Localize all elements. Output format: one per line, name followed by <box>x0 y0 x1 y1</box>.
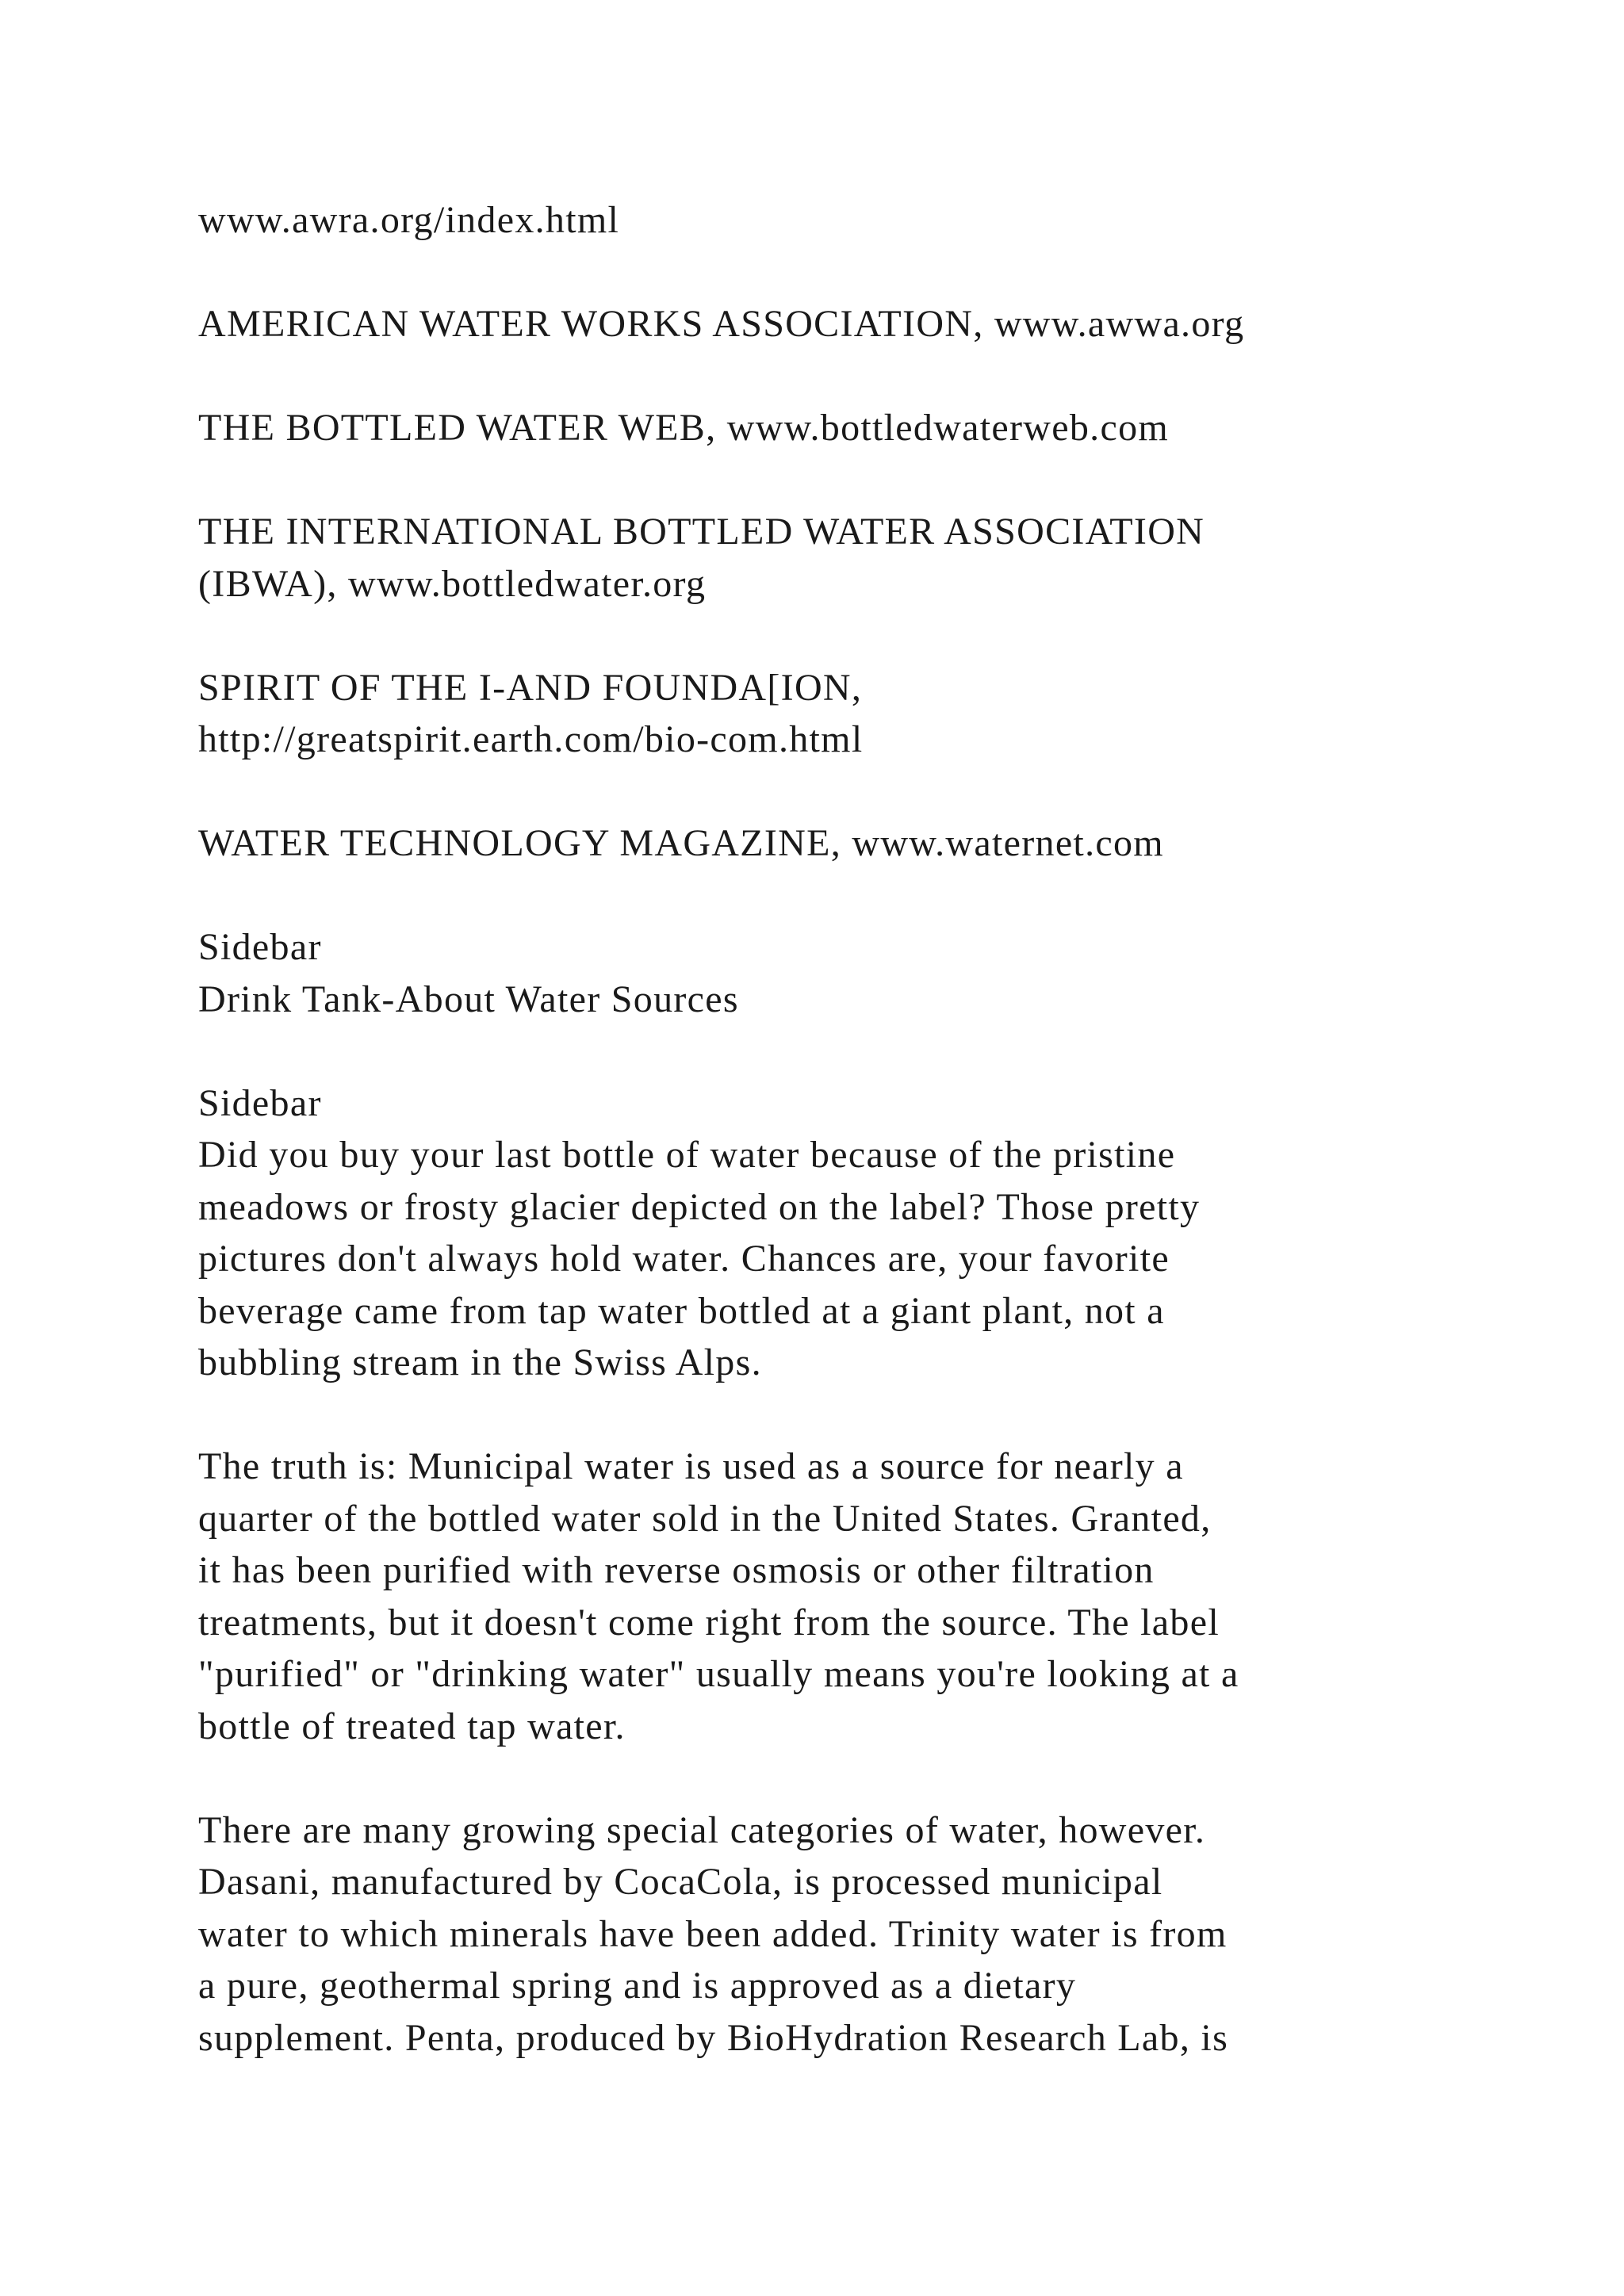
paragraph-line: treatments, but it doesn't come right from the source. The label <box>198 1601 1220 1644</box>
reference-entry <box>198 662 1499 766</box>
body-paragraph <box>198 1804 1499 2064</box>
reference-entry <box>198 817 1499 870</box>
body-paragraph <box>198 1441 1499 1752</box>
paragraph-line: bubbling stream in the Swiss Alps. <box>198 1341 762 1383</box>
sidebar-body <box>198 1077 1499 2064</box>
sidebar-heading <box>198 921 1499 1025</box>
reference-line: THE BOTTLED WATER WEB, www.bottledwaterweb.com <box>198 407 1170 449</box>
paragraph-gap <box>198 454 1499 507</box>
paragraph-line: a pure, geothermal spring and is approved as a dietary <box>198 1965 1077 2007</box>
paragraph-line: supplement. Penta, produced by BioHydration Research Lab, is <box>198 2016 1229 2059</box>
reference-line: www.awra.org/index.html <box>198 199 620 241</box>
reference-line: (IBWA), www.bottledwater.org <box>198 562 707 605</box>
paragraph-line: beverage came from tap water bottled at a giant plant, not a <box>198 1289 1165 1332</box>
paragraph-gap <box>198 610 1499 662</box>
paragraph-gap <box>198 870 1499 922</box>
reference-line: AMERICAN WATER WORKS ASSOCIATION, www.awwa.org <box>198 303 1245 345</box>
paragraph-line: There are many growing special categories of water, however. <box>198 1808 1206 1851</box>
paragraph-line: it has been purified with reverse osmosis or other filtration <box>198 1549 1155 1591</box>
reference-line: SPIRIT OF THE I-AND FOUNDA[ION, <box>198 666 863 709</box>
reference-line: WATER TECHNOLOGY MAGAZINE, www.waternet.com <box>198 822 1164 864</box>
sidebar-label: Sidebar <box>198 926 322 968</box>
reference-line: THE INTERNATIONAL BOTTLED WATER ASSOCIATION <box>198 511 1205 553</box>
sidebar-label: Sidebar <box>198 1081 322 1124</box>
paragraph-line: quarter of the bottled water sold in the United States. Granted, <box>198 1497 1212 1540</box>
reference-line: http://greatspirit.earth.com/bio-com.html <box>198 718 864 760</box>
paragraph-line: The truth is: Municipal water is used as a source for nearly a <box>198 1445 1184 1487</box>
paragraph-line: water to which minerals have been added. Trinity water is from <box>198 1912 1228 1955</box>
reference-entry <box>198 402 1499 454</box>
paragraph-gap <box>198 766 1499 818</box>
paragraph-gap <box>198 247 1499 299</box>
paragraph-line: meadows or frosty glacier depicted on the label? Those pretty <box>198 1185 1201 1228</box>
paragraph-line: "purified" or "drinking water" usually means you're looking at a <box>198 1653 1239 1695</box>
paragraph-gap <box>198 350 1499 403</box>
reference-entry <box>198 506 1499 610</box>
paragraph-gap <box>198 1389 1499 1441</box>
paragraph-line: pictures don't always hold water. Chances are, your favorite <box>198 1238 1170 1280</box>
sidebar-title: Drink Tank-About Water Sources <box>198 978 739 1020</box>
paragraph-gap <box>198 1752 1499 1804</box>
paragraph-line: Dasani, manufactured by CocaCola, is processed municipal <box>198 1861 1163 1903</box>
reference-entry <box>198 194 1499 247</box>
paragraph-line: Did you buy your last bottle of water because of the pristine <box>198 1134 1176 1176</box>
reference-entry <box>198 298 1499 350</box>
paragraph-gap <box>198 1025 1499 1077</box>
document-page <box>198 194 1499 2064</box>
paragraph-line: bottle of treated tap water. <box>198 1705 626 1747</box>
body-paragraph <box>198 1129 1499 1389</box>
